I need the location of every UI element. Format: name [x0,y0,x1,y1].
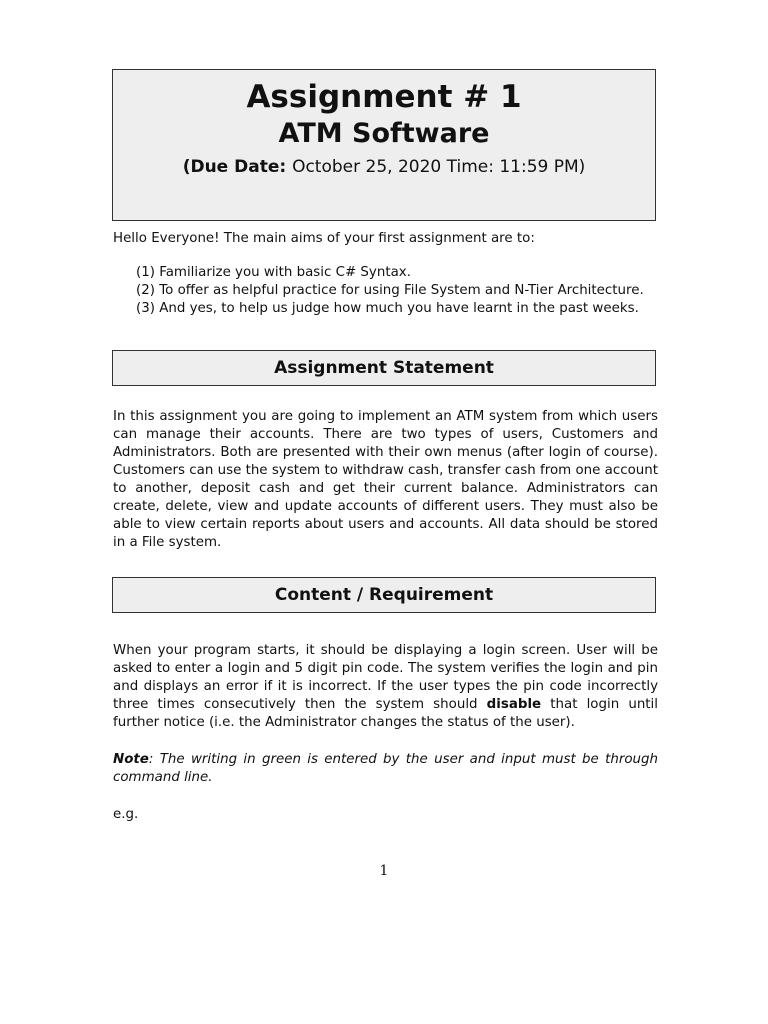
aim-item: (1) Familiarize you with basic C# Syntax. [136,265,411,280]
requirement-bold-word: disable [486,697,542,712]
note-label: Note [113,752,149,767]
page-number: 1 [379,863,389,879]
aims-list [136,264,666,318]
assignment-statement-paragraph: In this assignment you are going to implement an ATM system from which users can manage their accounts. There are two types of users, Customers and Administrators. Both are presented with their own menus (after login of course). Customers can use the system to withdraw cash, transfer cash from one account to another, deposit cash and get their current balance. Administrators can create, delete, view and update accounts of different users. They must also be able to view certain reports about users and accounts. All data should be stored in a File system. [113,409,658,550]
requirement-text-start: When your program starts, it should be displaying a login screen. User will be asked to enter a login and 5 digit pin code. The system verifies the login and pin and displays an error if it is incorrect. If the user types the pin code incorrectly three times consecutively then the system should [113,643,658,712]
requirement-text-end: that login until further notice (i.e. the Administrator changes the status of the user). [113,697,658,730]
content-requirement-paragraph [113,642,658,732]
section-heading-content-requirement: Content / Requirement [112,577,656,613]
aim-item: (3) And yes, to help us judge how much you have learnt in the past weeks. [136,301,639,316]
title-box [112,69,656,221]
section-heading-assignment-statement: Assignment Statement [112,350,656,386]
due-date-label: (Due Date: [182,157,293,177]
due-date [113,156,655,178]
note-paragraph [113,751,658,787]
example-label: e.g. [113,807,139,822]
note-text: : The writing in green is entered by the user and input must be through command line. [113,752,658,785]
assignment-title: Assignment # 1 [246,79,522,115]
due-date-value: October 25, 2020 Time: 11:59 PM) [292,157,586,177]
intro-text: Hello Everyone! The main aims of your first assignment are to: [113,231,535,246]
assignment-subtitle: ATM Software [278,118,490,149]
aim-item: (2) To offer as helpful practice for using File System and N-Tier Architecture. [136,283,644,298]
